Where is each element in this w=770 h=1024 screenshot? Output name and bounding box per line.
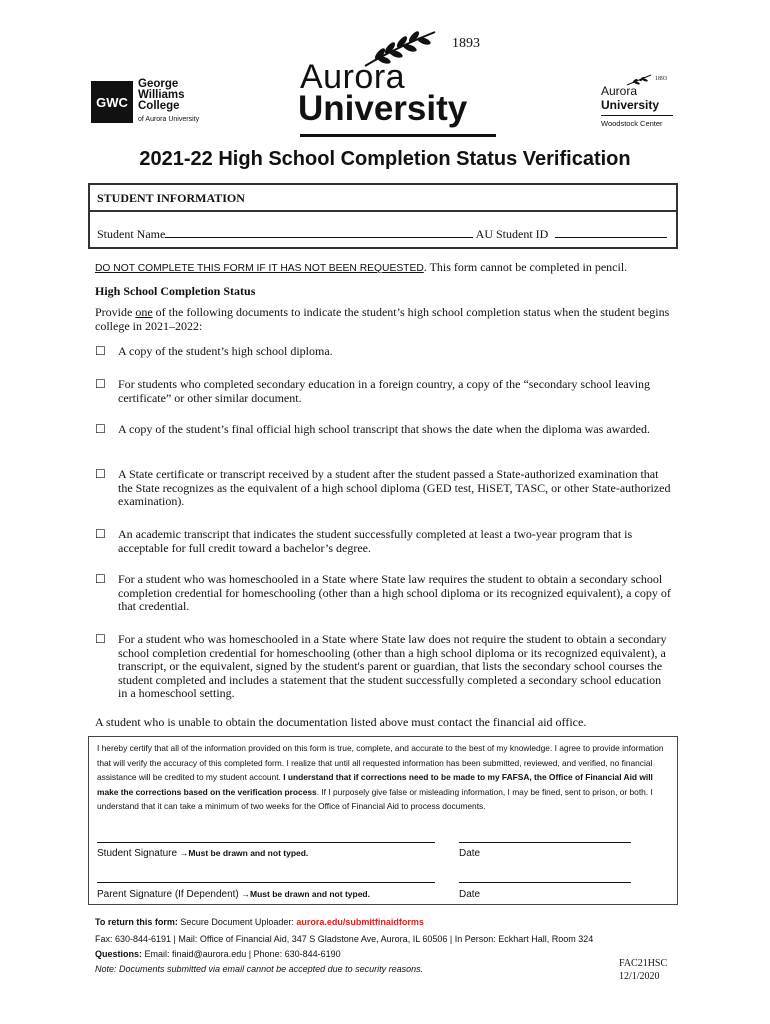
- student-id-label: AU Student ID: [475, 227, 549, 241]
- student-name-field[interactable]: [165, 225, 473, 238]
- list-item-text: For students who completed secondary education in a foreign country, a copy of the “secondary school leaving certificate” or other similar document.: [118, 377, 651, 405]
- status-intro: Provide one of the following documents to indicate the student’s high school completion status when the student begins college in 2021–2022:: [95, 305, 670, 333]
- checkbox[interactable]: ☐: [95, 572, 106, 586]
- form-date: 12/1/2020: [619, 971, 660, 982]
- list-item-text: A copy of the student’s final official high school transcript that shows the date when the diploma was awarded.: [118, 422, 650, 436]
- checkbox[interactable]: ☐: [95, 632, 106, 646]
- gwc-logo-mark: GWC: [91, 81, 133, 123]
- list-item-text: An academic transcript that indicates the student successfully completed at least a two-year program that is acceptable for full credit toward a bachelor’s degree.: [118, 527, 633, 555]
- gwc-logo-sub: of Aurora University: [138, 116, 200, 123]
- list-item-text: For a student who was homeschooled in a State where State law does not require the student to obtain a secondary school completion credential for homeschooling (other than a high school diploma or its recognized equivalent), a transcript, or the equivalent, signed by the student's parent or guardian, that lists the secondary school courses the student completed and includes a statement that the student successfully completed a secondary school education in a homeschool setting.: [118, 632, 667, 700]
- return-instructions: To return this form: Secure Document Uploader: aurora.edu/submitfinaidforms: [95, 917, 424, 927]
- parent-signature-label: Parent Signature (If Dependent) →Must be drawn and not typed.: [97, 889, 370, 900]
- upload-link[interactable]: aurora.edu/submitfinaidforms: [296, 917, 424, 927]
- woodstock-logo-word: Aurora: [601, 84, 638, 98]
- parent-date-label: Date: [459, 889, 481, 900]
- page-title: 2021-22 High School Completion Status Verification: [139, 148, 631, 170]
- university-logo-word: University: [298, 89, 468, 128]
- student-date-label: Date: [459, 848, 481, 859]
- certification-box: [88, 736, 678, 905]
- security-note: Note: Documents submitted via email cannot be accepted due to security reasons.: [95, 964, 424, 974]
- student-info-row: [97, 225, 667, 242]
- checkbox[interactable]: ☐: [95, 422, 106, 436]
- student-id-field[interactable]: [555, 225, 667, 238]
- woodstock-logo-rule: [601, 115, 673, 116]
- student-info-box: [88, 183, 678, 249]
- warning-caps: DO NOT COMPLETE THIS FORM IF IT HAS NOT BEEN REQUESTED: [95, 263, 424, 274]
- student-signature-label: Student Signature →Must be drawn and not typed.: [97, 848, 309, 859]
- form-code: FAC21HSC: [619, 958, 668, 969]
- checkbox[interactable]: ☐: [95, 377, 106, 391]
- contact-info: Fax: 630-844-6191 | Mail: Office of Financial Aid, 347 S Gladstone Ave, Aurora, IL 60506 | In Person: Eckhart Hall, Room 324: [95, 934, 594, 944]
- status-heading: High School Completion Status: [95, 284, 256, 298]
- list-item-text: For a student who was homeschooled in a State where State law requires the student to obtain a secondary school completion credential for homeschooling (other than a high school diploma or its recognized equivalent), a copy of that credential.: [118, 572, 671, 613]
- student-signature-field[interactable]: [97, 842, 435, 843]
- warning-text: [95, 261, 627, 276]
- student-date-field[interactable]: [459, 842, 631, 843]
- list-item-text: A copy of the student’s high school diploma.: [118, 344, 333, 358]
- aurora-logo-year: 1893: [452, 36, 480, 51]
- unable-note: A student who is unable to obtain the documentation listed above must contact the financial aid office.: [95, 715, 587, 729]
- woodstock-logo-sub: Woodstock Center: [601, 119, 663, 128]
- parent-signature-field[interactable]: [97, 882, 435, 883]
- woodstock-logo-university: University: [601, 98, 660, 112]
- checkbox[interactable]: ☐: [95, 467, 106, 481]
- student-name-label: Student Name: [97, 227, 166, 241]
- aurora-logo-word: Aurora: [300, 58, 406, 96]
- student-info-heading: STUDENT INFORMATION: [90, 185, 676, 212]
- gwc-logo-name: George Williams College: [138, 78, 185, 112]
- warning-rest: . This form cannot be completed in pencil.: [423, 260, 628, 274]
- logo-rule: [300, 134, 496, 137]
- list-item-text: A State certificate or transcript received by a student after the student passed a State-authorized examination that the State recognizes as the equivalent of a high school diploma (GED test, HiSET, TASC, or other State-authorized examination).: [118, 467, 671, 508]
- parent-date-field[interactable]: [459, 882, 631, 883]
- checkbox[interactable]: ☐: [95, 527, 106, 541]
- checkbox[interactable]: ☐: [95, 344, 106, 358]
- certification-text: I hereby certify that all of the information provided on this form is true, complete, and accurate to the best of my knowledge. I agree to provide information that will verify the accuracy of this completed form. I realize that until all requested information has been submitted, reviewed, and verified, no financial assistance will be credited to my student account. I understand that if corrections need to be made to my FAFSA, the Office of Financial Aid will make the corrections based on the verification process. If I purposely give false or misleading information, I may be fined, sent to prison, or both. I understand that it can take a minimum of two weeks for the Office of Financial Aid to process documents.: [97, 743, 664, 811]
- questions-info: Questions: Email: finaid@aurora.edu | Phone: 630-844-6190: [95, 949, 341, 959]
- woodstock-logo-year: 1893: [655, 76, 667, 82]
